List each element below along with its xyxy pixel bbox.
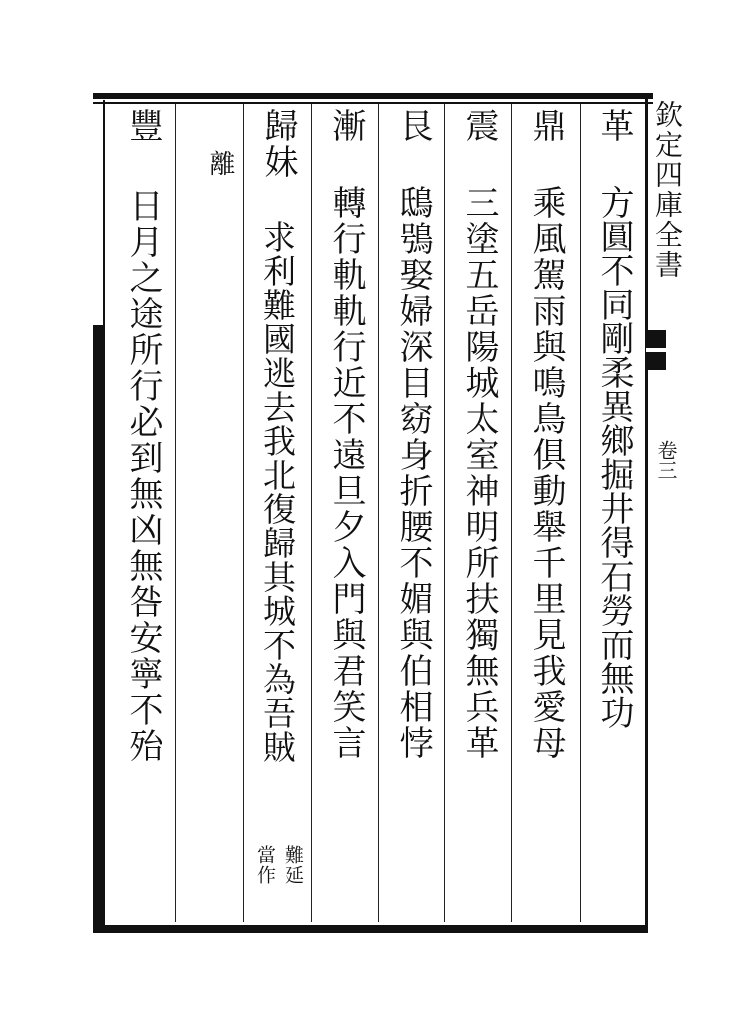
column-rule bbox=[243, 104, 244, 922]
column-rule bbox=[580, 104, 581, 922]
column-rule bbox=[378, 104, 379, 922]
frame-left-border bbox=[93, 325, 103, 933]
column-rule bbox=[444, 104, 445, 922]
margin-book-title: 欽定四庫全書 bbox=[651, 100, 684, 280]
frame-bottom-border bbox=[93, 925, 645, 933]
fishtail-mark bbox=[646, 330, 666, 370]
frame-top-border bbox=[93, 93, 653, 99]
verse-text: 乘風駕雨與鳴鳥俱動舉千里見我愛母 bbox=[526, 185, 566, 761]
column-rule bbox=[311, 104, 312, 922]
frame-right-border bbox=[645, 95, 648, 933]
verse-text: 鴟鴞娶婦深目窈身折腰不媚與伯相悖 bbox=[393, 185, 433, 761]
verse-text: 方圓不同剛柔異鄉掘井得石勞而無功 bbox=[594, 185, 634, 729]
verse-text: 日月之途所行必到無凶無咎安寧不殆 bbox=[123, 188, 163, 764]
collation-note-left: 當作 bbox=[254, 845, 276, 885]
hexagram-heading: 革 bbox=[594, 108, 634, 144]
column-rule bbox=[175, 104, 176, 922]
hexagram-heading: 震 bbox=[459, 108, 499, 144]
frame-top-inner-border bbox=[93, 102, 653, 104]
verse-text: 轉行軌軌行近不遠旦夕入門與君笑言 bbox=[326, 185, 366, 761]
collation-note-right: 難延 bbox=[282, 845, 304, 885]
hexagram-heading: 漸 bbox=[326, 108, 366, 144]
hexagram-heading: 歸妹 bbox=[258, 108, 298, 180]
verse-text: 求利難國逃去我北復歸其城不為吾賊 bbox=[258, 220, 297, 764]
hexagram-heading: 艮 bbox=[393, 108, 433, 144]
margin-volume-label: 卷三 bbox=[654, 440, 678, 480]
hexagram-heading: 豐 bbox=[123, 108, 163, 144]
frame-left-inner-border bbox=[103, 100, 105, 930]
hexagram-heading: 鼎 bbox=[526, 108, 566, 144]
verse-text: 三塗五岳陽城太室神明所扶獨無兵革 bbox=[459, 185, 499, 761]
column-rule bbox=[511, 104, 512, 922]
hexagram-heading: 離 bbox=[205, 150, 235, 178]
